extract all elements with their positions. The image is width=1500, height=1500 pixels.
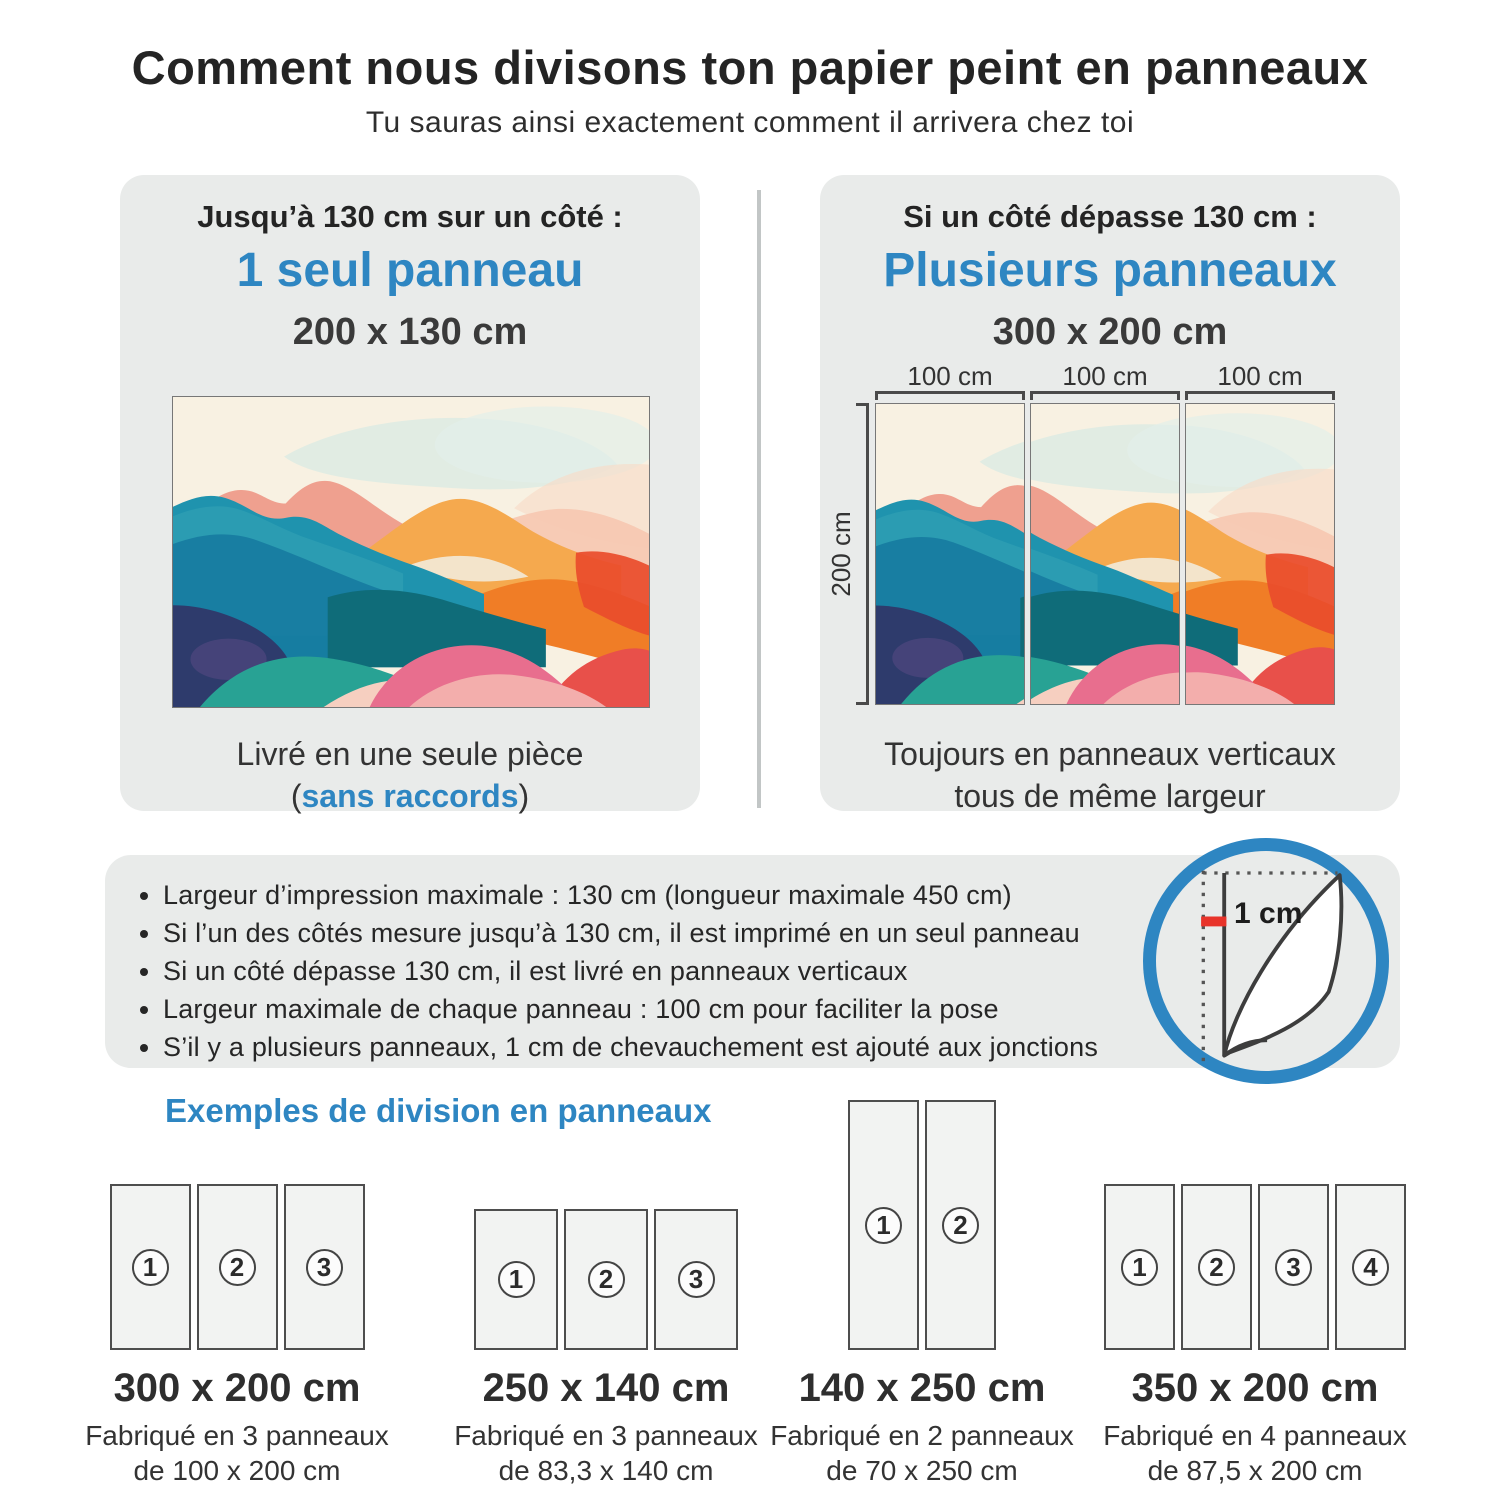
page-title: Comment nous divisons ton papier peint en panneaux xyxy=(131,41,1369,94)
panel-number: 2 xyxy=(1198,1249,1235,1286)
example-block xyxy=(72,1100,402,1488)
width-bracket xyxy=(1185,391,1335,400)
info-bullet: • S’il y a plusieurs panneaux, 1 cm de chevauchement est ajouté aux jonctions xyxy=(163,1033,1223,1062)
example-size: 140 x 250 cm xyxy=(798,1366,1046,1410)
width-bracket xyxy=(875,391,1025,400)
height-ruler xyxy=(856,403,869,705)
info-bullet: • Largeur maximale de chaque panneau : 100 cm pour faciliter la pose xyxy=(163,995,1223,1024)
example-panels xyxy=(441,1100,771,1350)
example-panel xyxy=(1335,1184,1406,1350)
example-panels xyxy=(757,1100,1087,1350)
page-curl-icon xyxy=(1156,851,1376,1071)
example-size: 300 x 200 cm xyxy=(113,1366,361,1410)
example-panel xyxy=(925,1100,996,1350)
wallpaper-panel-slice xyxy=(1185,403,1335,705)
example-panels xyxy=(1090,1100,1420,1350)
card-multi-panel xyxy=(820,175,1400,814)
card-highlight: 1 seul panneau xyxy=(236,244,584,297)
page-subtitle: Tu sauras ainsi exactement comment il arrivera chez toi xyxy=(365,106,1135,139)
panel-number: 2 xyxy=(588,1261,625,1298)
caption-line2: tous de même largeur xyxy=(954,778,1266,814)
panel-number: 1 xyxy=(132,1249,169,1286)
panel-number: 2 xyxy=(942,1207,979,1244)
example-line2: de 83,3 x 140 cm xyxy=(498,1455,714,1486)
example-line2: de 70 x 250 cm xyxy=(826,1455,1018,1486)
wallpaper-panel-slice xyxy=(875,403,1025,705)
panel-number: 1 xyxy=(865,1207,902,1244)
caption-highlight: sans raccords xyxy=(301,778,519,814)
card-size: 300 x 200 cm xyxy=(992,311,1228,353)
caption-line1: Toujours en panneaux verticaux xyxy=(884,736,1336,772)
caption-paren-open: ( xyxy=(290,778,302,814)
height-label: 200 cm xyxy=(826,511,856,597)
panel-number: 3 xyxy=(306,1249,343,1286)
card-divider xyxy=(757,190,761,808)
card-size: 200 x 130 cm xyxy=(292,311,528,353)
example-size: 350 x 200 cm xyxy=(1131,1366,1379,1410)
card-heading: Jusqu’à 130 cm sur un côté : xyxy=(197,199,623,234)
example-panel xyxy=(1258,1184,1329,1350)
example-panel xyxy=(1181,1184,1252,1350)
example-line1: Fabriqué en 2 panneaux xyxy=(770,1420,1074,1451)
panel-number: 3 xyxy=(1275,1249,1312,1286)
caption-paren-close: ) xyxy=(518,778,530,814)
example-panel xyxy=(848,1100,919,1350)
example-panel xyxy=(197,1184,278,1350)
example-line1: Fabriqué en 3 panneaux xyxy=(85,1420,389,1451)
info-bullet-list xyxy=(105,855,1223,1062)
example-panel xyxy=(654,1209,738,1350)
wallpaper-image xyxy=(172,396,650,708)
example-block xyxy=(1090,1100,1420,1488)
example-line2: de 87,5 x 200 cm xyxy=(1147,1455,1363,1486)
card-highlight: Plusieurs panneaux xyxy=(883,244,1337,297)
width-label: 100 cm xyxy=(1062,361,1148,391)
info-bullet: • Si un côté dépasse 130 cm, il est livré en panneaux verticaux xyxy=(163,957,1223,986)
example-panel xyxy=(474,1209,558,1350)
width-label: 100 cm xyxy=(907,361,993,391)
info-bullet: • Si l’un des côtés mesure jusqu’à 130 cm, il est imprimé en un seul panneau xyxy=(163,919,1223,948)
card-heading: Si un côté dépasse 130 cm : xyxy=(903,199,1317,234)
example-panel xyxy=(284,1184,365,1350)
card-single-panel xyxy=(120,175,700,814)
info-bullet: • Largeur d’impression maximale : 130 cm (longueur maximale 450 cm) xyxy=(163,881,1223,910)
overlap-badge xyxy=(1143,838,1389,1084)
panel-number: 4 xyxy=(1352,1249,1389,1286)
example-size: 250 x 140 cm xyxy=(482,1366,730,1410)
examples-heading: Exemples de division en panneaux xyxy=(165,1092,712,1129)
example-panels xyxy=(72,1100,402,1350)
wallpaper-panel-slice xyxy=(1030,403,1180,705)
panel-number: 2 xyxy=(219,1249,256,1286)
example-block xyxy=(757,1100,1087,1488)
panel-number: 1 xyxy=(498,1261,535,1298)
example-panel xyxy=(1104,1184,1175,1350)
caption-line1: Livré en une seule pièce xyxy=(236,736,584,772)
example-line1: Fabriqué en 4 panneaux xyxy=(1103,1420,1407,1451)
width-label: 100 cm xyxy=(1217,361,1303,391)
overlap-label: 1 cm xyxy=(1234,897,1303,930)
example-line2: de 100 x 200 cm xyxy=(133,1455,341,1486)
width-bracket xyxy=(1030,391,1180,400)
example-block xyxy=(441,1100,771,1488)
panel-number: 1 xyxy=(1121,1249,1158,1286)
card-caption xyxy=(120,733,700,817)
example-line1: Fabriqué en 3 panneaux xyxy=(454,1420,758,1451)
panel-number: 3 xyxy=(678,1261,715,1298)
card-caption xyxy=(820,733,1400,817)
example-panel xyxy=(110,1184,191,1350)
example-panel xyxy=(564,1209,648,1350)
